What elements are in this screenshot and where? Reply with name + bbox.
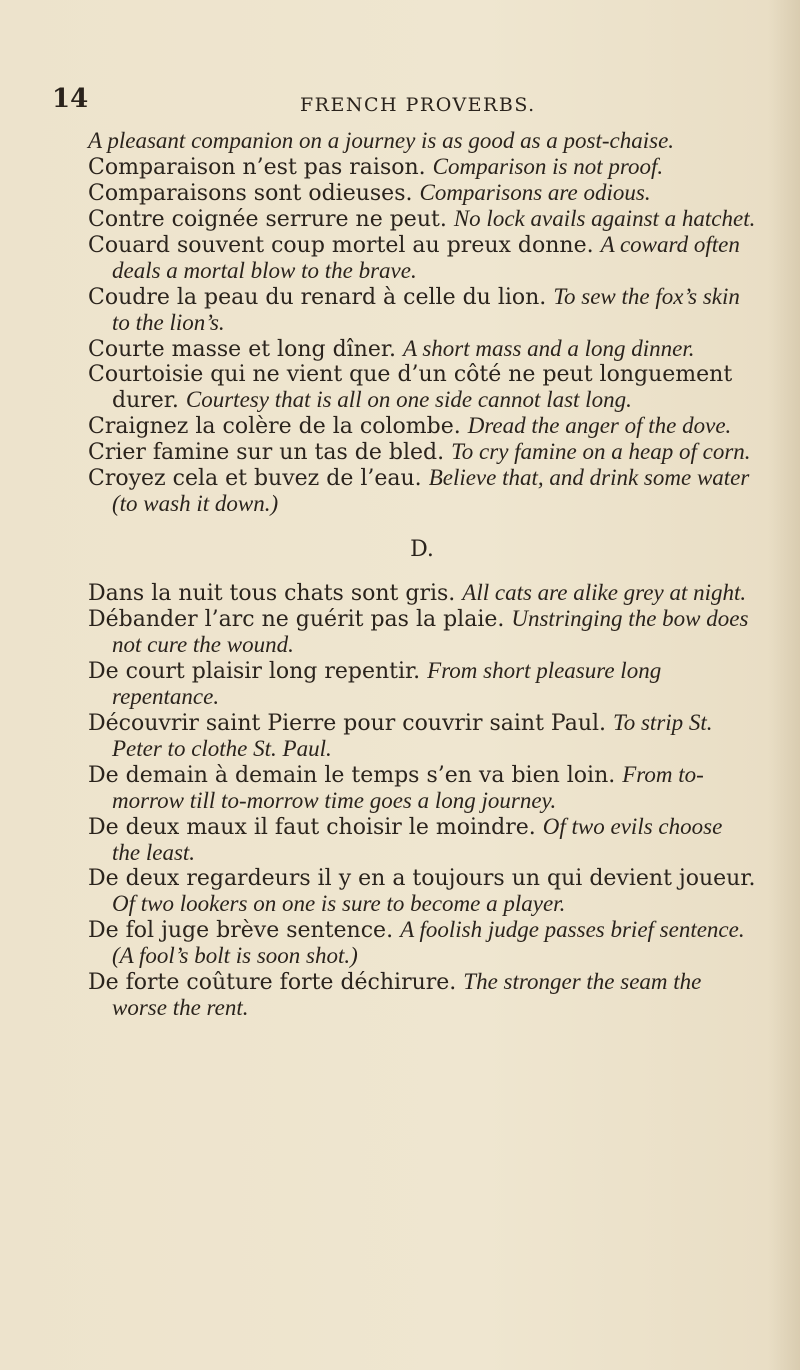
- proverb-list: [88, 128, 756, 1021]
- proverb-entry: [88, 762, 756, 814]
- proverb-entry: [88, 362, 756, 413]
- proverb-entry: [88, 128, 756, 154]
- proverb-english: A pleasant companion on a journey is as good as a post-chaise.: [88, 128, 675, 153]
- proverb-french: De fol juge brève sentence.: [88, 918, 394, 943]
- proverb-english: A coward often deals a mortal blow to the brave.: [112, 232, 740, 283]
- proverb-english: From short pleasure long repentance.: [112, 658, 662, 709]
- proverb-entry: [88, 180, 756, 206]
- proverb-english: A foolish judge passes brief sentence. (A fool’s bolt is soon shot.): [112, 917, 745, 968]
- proverb-english: All cats are alike grey at night.: [462, 580, 747, 605]
- proverb-entry: [88, 206, 756, 232]
- proverb-english: Comparisons are odious.: [419, 180, 651, 205]
- proverb-french: Dans la nuit tous chats sont gris.: [88, 581, 456, 606]
- proverb-french: Coudre la peau du renard à celle du lion.: [88, 285, 547, 310]
- proverb-entry: [88, 465, 756, 517]
- proverbs-d-section: [88, 580, 756, 1021]
- proverb-entry: [88, 284, 756, 336]
- page-number: 14: [52, 84, 89, 114]
- proverb-english: To sew the fox’s skin to the lion’s.: [112, 284, 740, 335]
- proverb-english: The stronger the seam the worse the rent.: [112, 969, 702, 1020]
- proverb-english: From to-morrow till to-morrow time goes a long journey.: [112, 762, 704, 813]
- proverb-french: Débander l’arc ne guérit pas la plaie.: [88, 607, 505, 632]
- proverb-english: Believe that, and drink some water (to wash it down.): [112, 465, 750, 516]
- proverb-entry: [88, 814, 756, 866]
- proverb-english: Unstringing the bow does not cure the wound.: [112, 606, 749, 657]
- proverb-english: No lock avails against a hatchet.: [453, 206, 756, 231]
- proverb-english: A short mass and a long dinner.: [402, 336, 695, 361]
- proverb-english: To strip St. Peter to clothe St. Paul.: [112, 710, 713, 761]
- proverb-entry: [88, 154, 756, 180]
- proverb-english: Courtesy that is all on one side cannot last long.: [185, 387, 632, 412]
- proverb-french: Couard souvent coup mortel au preux donne.: [88, 233, 594, 258]
- proverb-french: De demain à demain le temps s’en va bien loin.: [88, 763, 616, 788]
- proverb-entry: [88, 439, 756, 465]
- proverb-french: Découvrir saint Pierre pour couvrir saint Paul.: [88, 711, 607, 736]
- section-letter: D.: [410, 537, 434, 562]
- proverb-french: De deux maux il faut choisir le moindre.: [88, 815, 536, 840]
- proverb-french: Courte masse et long dîner.: [88, 337, 396, 362]
- proverb-english: To cry famine on a heap of corn.: [451, 439, 751, 464]
- proverb-entry: [88, 232, 756, 284]
- proverb-entry: [88, 658, 756, 710]
- proverb-english: Of two evils choose the least.: [112, 814, 723, 865]
- proverb-french: De court plaisir long repentir.: [88, 659, 421, 684]
- proverb-english: Comparison is not proof.: [432, 154, 664, 179]
- proverb-entry: [88, 580, 756, 606]
- proverb-entry: [88, 606, 756, 658]
- proverb-entry: [88, 336, 756, 362]
- proverb-english: Of two lookers on one is sure to become a player.: [112, 891, 566, 916]
- proverb-english: Dread the anger of the dove.: [467, 413, 732, 438]
- running-head: FRENCH PROVERBS.: [300, 94, 536, 116]
- proverb-french: Courtoisie qui ne vient que d’un côté ne peut longuement durer.: [88, 362, 733, 413]
- proverb-french: Craignez la colère de la colombe.: [88, 414, 461, 439]
- proverb-entry: [88, 710, 756, 762]
- proverb-entry: [88, 969, 756, 1021]
- proverb-french: Contre coignée serrure ne peut.: [88, 207, 447, 232]
- proverb-entry: [88, 917, 756, 969]
- proverb-entry: [88, 866, 756, 917]
- proverb-french: Comparaison n’est pas raison.: [88, 155, 426, 180]
- proverb-entry: [88, 413, 756, 439]
- proverb-french: Comparaisons sont odieuses.: [88, 181, 413, 206]
- proverb-french: De forte coûture forte déchirure.: [88, 970, 457, 995]
- proverb-french: Crier famine sur un tas de bled.: [88, 440, 445, 465]
- proverbs-c-section: [88, 128, 756, 517]
- proverb-french: De deux regardeurs il y en a toujours un qui devient joueur.: [88, 866, 756, 891]
- proverb-french: Croyez cela et buvez de l’eau.: [88, 466, 422, 491]
